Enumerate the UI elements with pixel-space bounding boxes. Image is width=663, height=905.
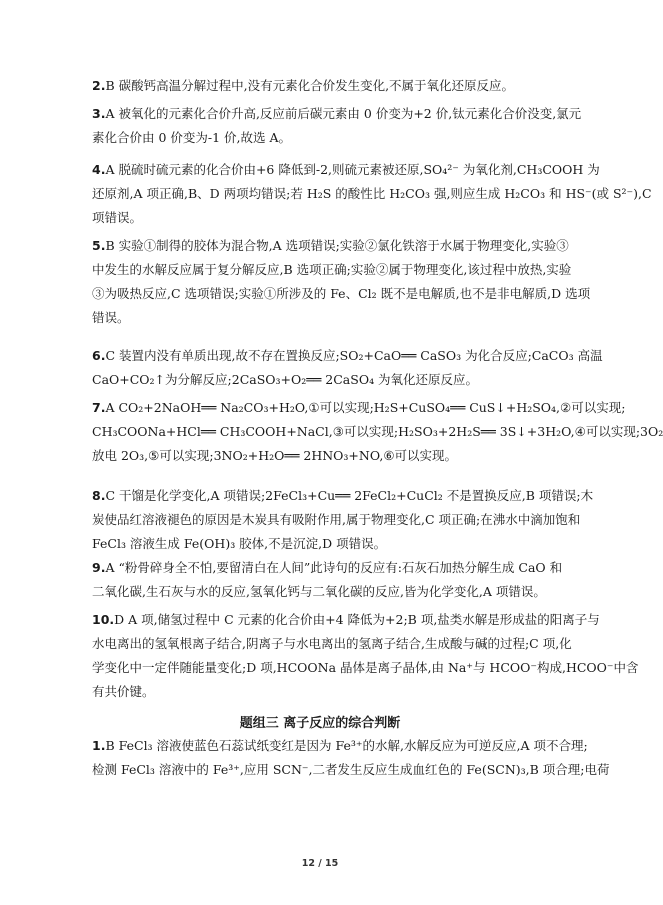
answer-number: 1. xyxy=(92,738,106,753)
answer-item-9 xyxy=(92,556,600,604)
answer-text: C 装置内没有单质出现,故不存在置换反应;SO₂+CaO══ CaSO₃ 为化合反应;CaCO₃ 高温 xyxy=(105,348,603,363)
page-number: 12 / 15 xyxy=(301,858,339,869)
answer-number: 3. xyxy=(92,106,106,121)
answer-number: 5. xyxy=(92,238,106,253)
answer-number: 4. xyxy=(92,162,106,177)
answer-text: A 被氧化的元素化合价升高,反应前后碳元素由 0 价变为+2 价,钛元素化合价没变,氯元 xyxy=(105,106,582,121)
answer-text: 学变化中一定伴随能量变化;D 项,HCOONa 晶体是离子晶体,由 Na⁺与 HCOO⁻构成,HCOO⁻中含 xyxy=(92,660,639,675)
answer-text: B 碳酸钙高温分解过程中,没有元素化合价发生变化,不属于氧化还原反应。 xyxy=(105,78,515,93)
answer-text: C 干馏是化学变化,A 项错误;2FeCl₃+Cu══ 2FeCl₂+CuCl₂ 不是置换反应,B 项错误;木 xyxy=(105,488,594,503)
answer-text: 二氧化碳,生石灰与水的反应,氢氧化钙与二氧化碳的反应,皆为化学变化,A 项错误。 xyxy=(92,584,546,599)
answer-text: CH₃COONa+HCl══ CH₃COOH+NaCl,③可以实现;H₂SO₃+2H₂S══ 3S↓+3H₂O,④可以实现;3O₂ xyxy=(92,424,663,439)
answer-text: A 脱硫时硫元素的化合价由+6 降低到-2,则硫元素被还原,SO₄²⁻ 为氧化剂,CH₃COOH 为 xyxy=(105,162,600,177)
answer-text: 项错误。 xyxy=(92,210,143,225)
answer-text: 错误。 xyxy=(92,310,130,325)
section-heading: 题组三 离子反应的综合判断 xyxy=(239,716,401,731)
answer-text: 炭使品红溶液褪色的原因是木炭具有吸附作用,属于物理变化,C 项正确;在沸水中滴加饱和 xyxy=(92,512,581,527)
answer-number: 10. xyxy=(92,612,115,627)
answer-text: D A 项,储氢过程中 C 元素的化合价由+4 降低为+2;B 项,盐类水解是形成盐的阳离子与 xyxy=(114,612,600,627)
answer-number: 7. xyxy=(92,400,106,415)
answer-item-5 xyxy=(92,234,600,330)
answer-text: CaO+CO₂↑为分解反应;2CaSO₃+O₂══ 2CaSO₄ 为氧化还原反应。 xyxy=(92,372,479,387)
answer-text: B 实验①制得的胶体为混合物,A 选项错误;实验②氯化铁溶于水属于物理变化,实验③ xyxy=(105,238,569,253)
answer-number: 9. xyxy=(92,560,106,575)
answer-text: 还原剂,A 项正确,B、D 两项均错误;若 H₂S 的酸性比 H₂CO₃ 强,则应生成 H₂CO₃ 和 HS⁻(或 S²⁻),C xyxy=(92,186,652,201)
answer-text: 中发生的水解反应属于复分解反应,B 选项正确;实验②属于物理变化,该过程中放热,实验 xyxy=(92,262,572,277)
answer-text: 有共价键。 xyxy=(92,684,155,699)
answer-item-7 xyxy=(92,396,663,468)
answer-item-8 xyxy=(92,484,600,556)
answer-number: 8. xyxy=(92,488,106,503)
answer-item-2 xyxy=(92,74,600,98)
answer-item-10 xyxy=(92,608,639,704)
answer-item-4 xyxy=(92,158,652,230)
answer-text: B FeCl₃ 溶液使蓝色石蕊试纸变红是因为 Fe³⁺的水解,水解反应为可逆反应,A 项不合理; xyxy=(105,738,588,753)
section-answer-item-1 xyxy=(92,734,610,782)
answer-number: 6. xyxy=(92,348,106,363)
answer-text: A CO₂+2NaOH══ Na₂CO₃+H₂O,①可以实现;H₂S+CuSO₄══ CuS↓+H₂SO₄,②可以实现; xyxy=(105,400,626,415)
answer-text: FeCl₃ 溶液生成 Fe(OH)₃ 胶体,不是沉淀,D 项错误。 xyxy=(92,536,387,551)
answer-number: 2. xyxy=(92,78,106,93)
answer-text: 素化合价由 0 价变为-1 价,故选 A。 xyxy=(92,130,292,145)
answer-text: 放电 2O₃,⑤可以实现;3NO₂+H₂O══ 2HNO₃+NO,⑥可以实现。 xyxy=(92,448,458,463)
answer-item-6 xyxy=(92,344,603,392)
answer-text: ③为吸热反应,C 选项错误;实验①所涉及的 Fe、Cl₂ 既不是电解质,也不是非电解质,D 选项 xyxy=(92,286,591,301)
answer-text: 水电离出的氢氧根离子结合,阴离子与水电离出的氢离子结合,生成酸与碱的过程;C 项,化 xyxy=(92,636,572,651)
answer-item-3 xyxy=(92,102,600,150)
answer-text: 检测 FeCl₃ 溶液中的 Fe³⁺,应用 SCN⁻,二者发生反应生成血红色的 Fe(SCN)₃,B 项合理;电荷 xyxy=(92,762,610,777)
answer-text: A “粉骨碎身全不怕,要留清白在人间”此诗句的反应有:石灰石加热分解生成 CaO 和 xyxy=(105,560,563,575)
